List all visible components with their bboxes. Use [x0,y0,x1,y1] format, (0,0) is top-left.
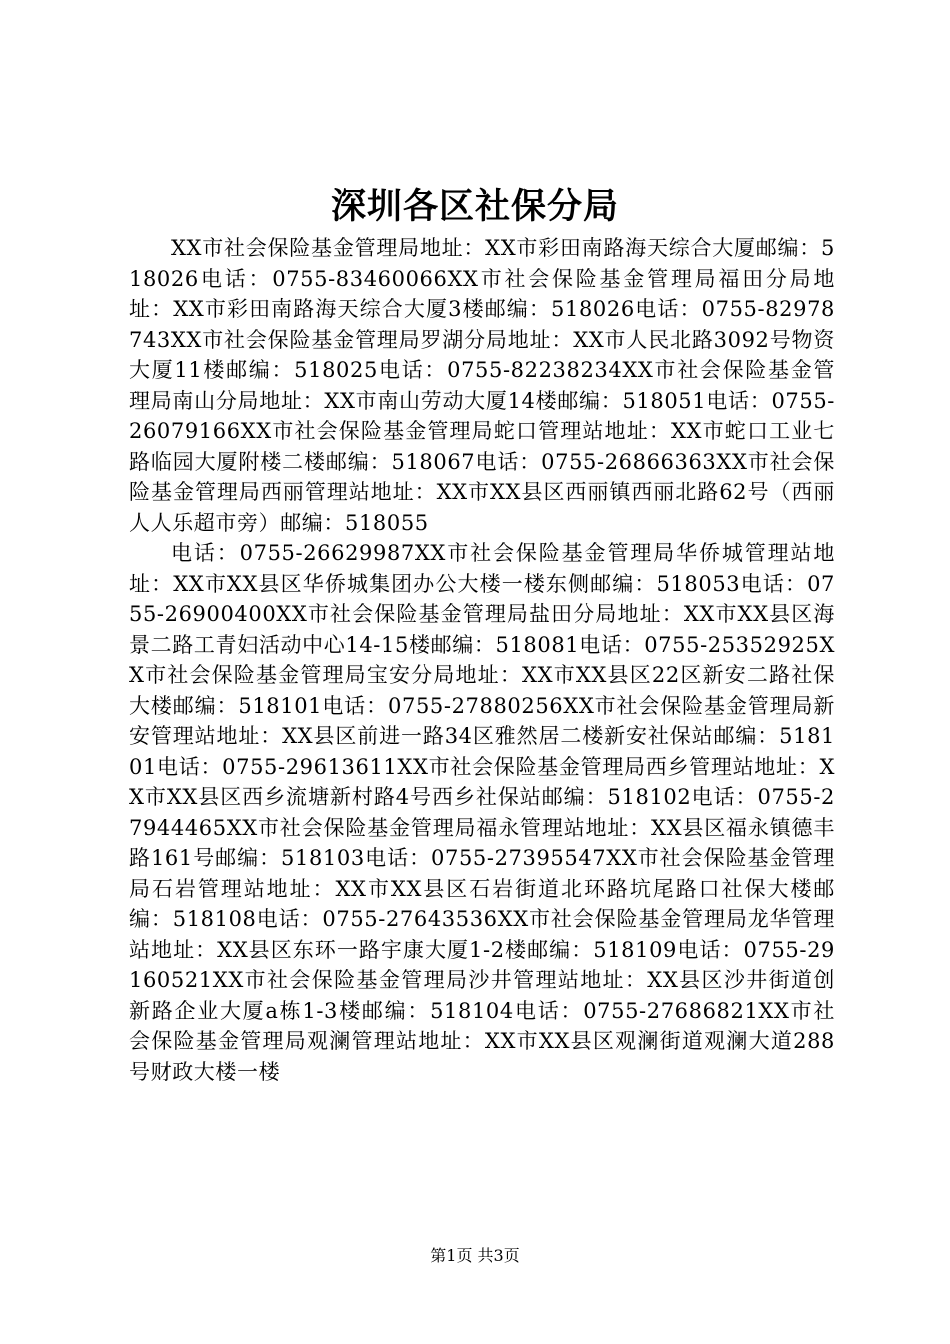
body-paragraph-1: XX市社会保险基金管理局地址：XX市彩田南路海天综合大厦邮编：518026电话：0755-83460066XX市社会保险基金管理局福田分局地址：XX市彩田南路海天综合大厦3楼邮编：518026电话：0755-82978743XX市社会保险基金管理局罗湖分局地址：XX市人民北路3092号物资大厦11楼邮编：518025电话：0755-82238234XX市社会保险基金管理局南山分局地址：XX市南山劳动大厦14楼邮编：518051电话：0755-26079166XX市社会保险基金管理局蛇口管理站地址：XX市蛇口工业七路临园大厦附楼二楼邮编：518067电话：0755-26866363XX市社会保险基金管理局西丽管理站地址：XX市XX县区西丽镇西丽北路62号（西丽人人乐超市旁）邮编：518055 [129,236,835,535]
page-number-footer: 第1页 共3页 [430,1246,520,1265]
document-title: 深圳各区社保分局 [330,186,619,227]
document-body [129,233,835,1087]
body-paragraph-2: 电话：0755-26629987XX市社会保险基金管理局华侨城管理站地址：XX市XX县区华侨城集团办公大楼一楼东侧邮编：518053电话：0755-26900400XX市社会保险基金管理局盐田分局地址：XX市XX县区海景二路工青妇活动中心14-15楼邮编：518081电话：0755-25352925XX市社会保险基金管理局宝安分局地址：XX市XX县区22区新安二路社保大楼邮编：518101电话：0755-27880256XX市社会保险基金管理局新安管理站地址：XX县区前进一路34区雅然居二楼新安社保站邮编：518101电话：0755-29613611XX市社会保险基金管理局西乡管理站地址：XX市XX县区西乡流塘新村路4号西乡社保站邮编：518102电话：0755-27944465XX市社会保险基金管理局福永管理站地址：XX县区福永镇德丰路161号邮编：518103电话：0755-27395547XX市社会保险基金管理局石岩管理站地址：XX市XX县区石岩街道北环路坑尾路口社保大楼邮编：518108电话：0755-27643536XX市社会保险基金管理局龙华管理站地址：XX县区东环一路宇康大厦1-2楼邮编：518109电话：0755-29160521XX市社会保险基金管理局沙井管理站地址：XX县区沙井街道创新路企业大厦a栋1-3楼邮编：518104电话：0755-27686821XX市社会保险基金管理局观澜管理站地址：XX市XX县区观澜街道观澜大道288号财政大楼一楼 [129,541,835,1084]
